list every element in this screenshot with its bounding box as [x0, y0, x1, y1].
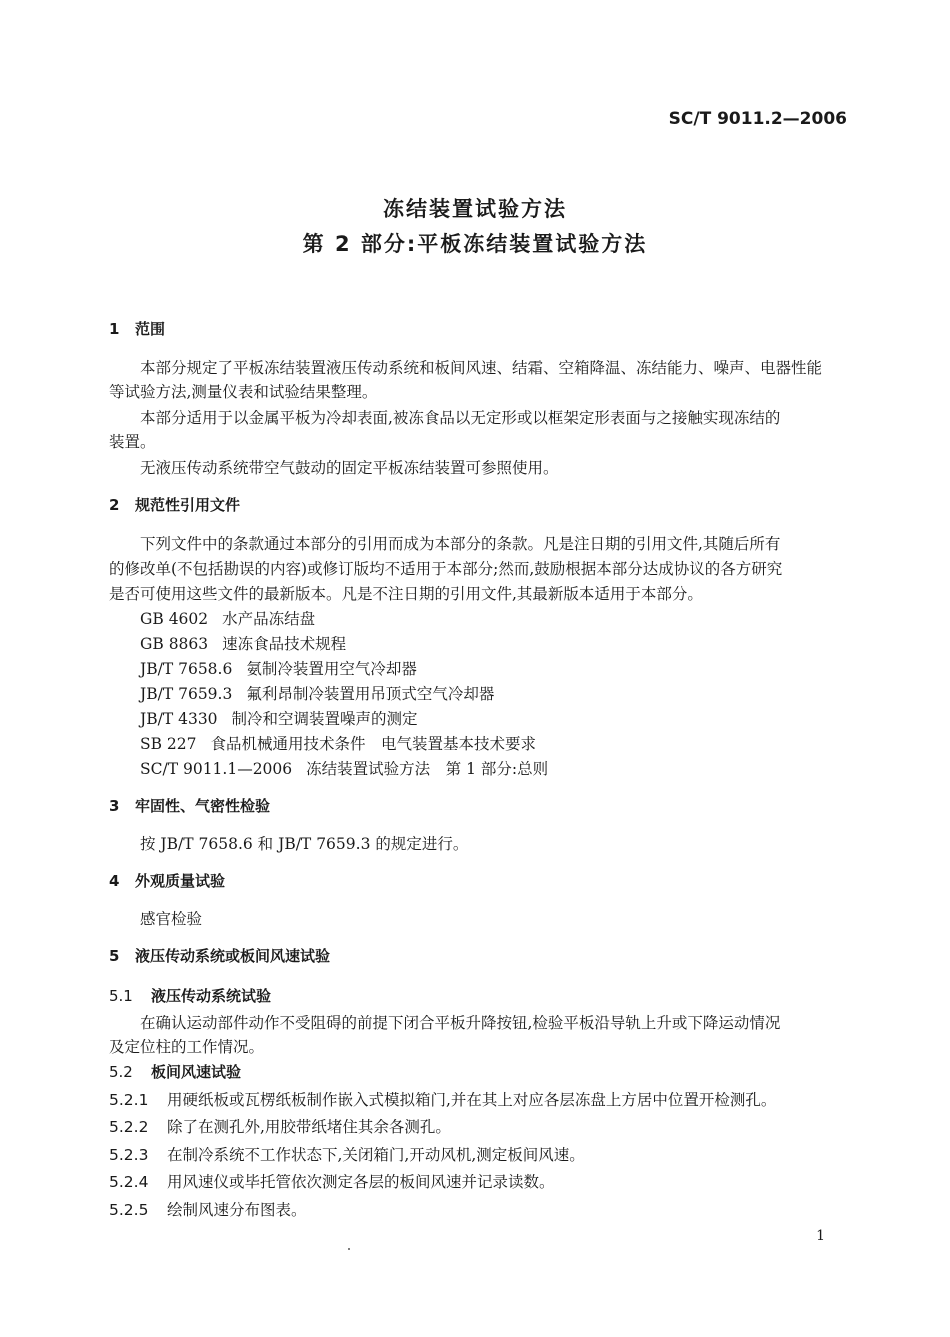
- section-2-para-line3: 是否可使用这些文件的最新版本。凡是不注日期的引用文件,其最新版本适用于本部分。: [109, 585, 703, 603]
- section-5-2-title: 板间风速试验: [151, 1063, 242, 1081]
- reference-item: JB/T 7658.6 氨制冷装置用空气冷却器: [140, 660, 417, 678]
- section-1-para3: 无液压传动系统带空气鼓动的固定平板冻结装置可参照使用。: [140, 459, 559, 477]
- section-1-para2-line1: 本部分适用于以金属平板为冷却表面,被冻食品以无定形或以框架定形表面与之接触实现冻结的: [140, 409, 781, 427]
- section-5-heading: [109, 945, 330, 966]
- reference-item: SC/T 9011.1—2006 冻结装置试验方法 第 1 部分:总则: [140, 760, 549, 778]
- section-3-number: 3: [109, 797, 120, 815]
- reference-item: JB/T 4330 制冷和空调装置噪声的测定: [140, 710, 418, 728]
- section-5-2-number: 5.2: [109, 1063, 133, 1081]
- section-5-1-para-line1: 在确认运动部件动作不受阻碍的前提下闭合平板升降按钮,检验平板沿导轨上升或下降运动情况: [140, 1014, 781, 1032]
- section-2-para-line1: 下列文件中的条款通过本部分的引用而成为本部分的条款。凡是注日期的引用文件,其随后所有: [140, 535, 781, 553]
- section-4-number: 4: [109, 872, 120, 890]
- section-5-2-heading: [109, 1061, 241, 1082]
- section-5-1-title: 液压传动系统试验: [151, 987, 272, 1005]
- reference-item: GB 4602 水产品冻结盘: [140, 610, 316, 628]
- section-5-1-para-line2: 及定位柱的工作情况。: [109, 1038, 265, 1056]
- scan-speck: [348, 1248, 350, 1250]
- section-3-para: 按 JB/T 7658.6 和 JB/T 7659.3 的规定进行。: [140, 835, 469, 853]
- document-title: 冻结装置试验方法: [383, 197, 567, 221]
- section-1-para1-line2: 等试验方法,测量仪表和试验结果整理。: [109, 383, 378, 401]
- section-5-1-heading: [109, 985, 271, 1006]
- section-1-para1-line1: 本部分规定了平板冻结装置液压传动系统和板间风速、结霜、空箱降温、冻结能力、噪声、电器性能: [140, 359, 823, 377]
- page-number: 1: [816, 1228, 825, 1244]
- section-1-title: 范围: [135, 320, 166, 338]
- reference-item: SB 227 食品机械通用技术条件 电气装置基本技术要求: [140, 735, 537, 753]
- section-1-heading: [109, 318, 165, 339]
- section-3-title: 牢固性、气密性检验: [135, 797, 271, 815]
- section-2-number: 2: [109, 496, 120, 514]
- section-2-para-line2: 的修改单(不包括勘误的内容)或修订版均不适用于本部分;然而,鼓励根据本部分达成协议的各方研究: [109, 560, 783, 578]
- section-1-para2-line2: 装置。: [109, 433, 156, 451]
- clause-item: 5.2.4 用风速仪或毕托管依次测定各层的板间风速并记录读数。: [109, 1173, 555, 1191]
- section-5-1-number: 5.1: [109, 987, 133, 1005]
- section-1-number: 1: [109, 320, 120, 338]
- clause-item: 5.2.2 除了在测孔外,用胶带纸堵住其余各测孔。: [109, 1118, 451, 1136]
- section-4-para: 感官检验: [140, 910, 203, 928]
- clause-item: 5.2.5 绘制风速分布图表。: [109, 1201, 307, 1219]
- reference-item: JB/T 7659.3 氟利昂制冷装置用吊顶式空气冷却器: [140, 685, 495, 703]
- document-subtitle: 第 2 部分:平板冻结装置试验方法: [302, 232, 648, 256]
- section-4-heading: [109, 870, 225, 891]
- section-2-title: 规范性引用文件: [135, 496, 241, 514]
- section-2-heading: [109, 494, 240, 515]
- clause-item: 5.2.1 用硬纸板或瓦楞纸板制作嵌入式模拟箱门,并在其上对应各层冻盘上方居中位置开检测孔。: [109, 1091, 777, 1109]
- section-5-number: 5: [109, 947, 120, 965]
- section-5-title: 液压传动系统或板间风速试验: [135, 947, 331, 965]
- section-3-heading: [109, 795, 270, 816]
- clause-item: 5.2.3 在制冷系统不工作状态下,关闭箱门,开动风机,测定板间风速。: [109, 1146, 585, 1164]
- document-number: SC/T 9011.2—2006: [668, 109, 847, 129]
- section-4-title: 外观质量试验: [135, 872, 226, 890]
- reference-item: GB 8863 速冻食品技术规程: [140, 635, 347, 653]
